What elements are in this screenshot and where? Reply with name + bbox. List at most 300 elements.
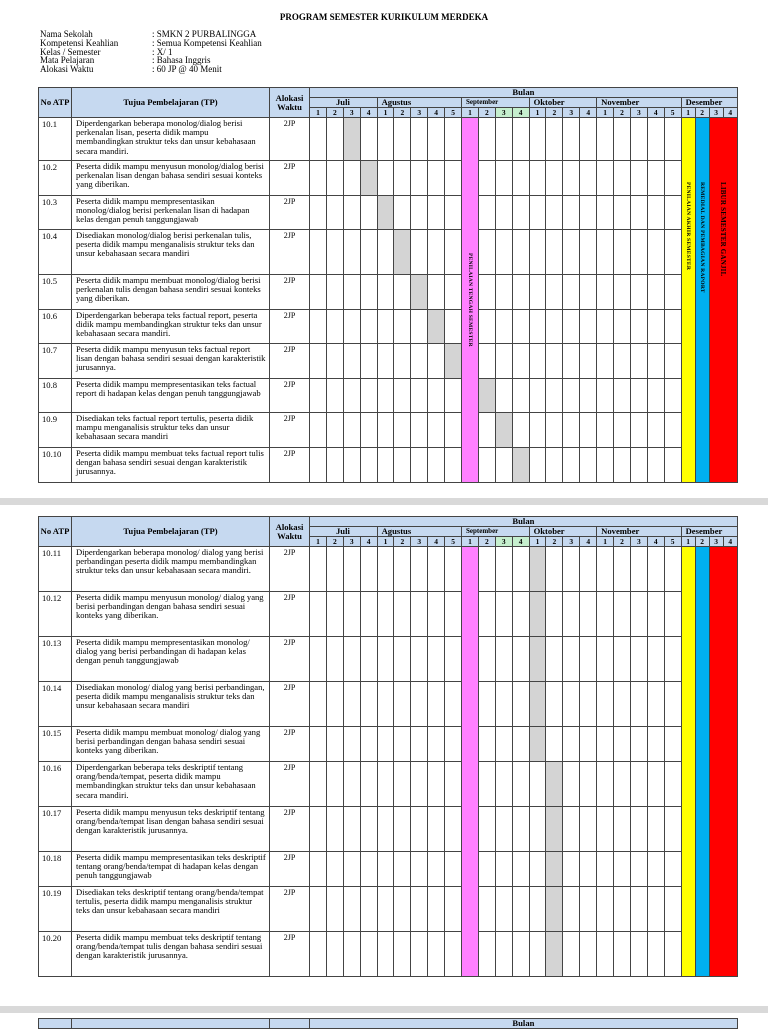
atp-number: 10.10 xyxy=(39,448,72,483)
week-cell xyxy=(428,682,445,727)
week-cell xyxy=(360,344,377,379)
week-cell xyxy=(597,310,614,344)
learning-objective: Peserta didik mampu membuat monolog/ dialog yang berisi perbandingan dengan bahasa sendiri sesuai konteks yang diberikan. xyxy=(72,727,270,762)
atp-number: 10.5 xyxy=(39,275,72,310)
week-cell xyxy=(326,448,343,483)
week-header: 4 xyxy=(647,108,664,118)
week-cell xyxy=(411,592,428,637)
week-cell xyxy=(310,592,327,637)
week-cell xyxy=(428,344,445,379)
week-cell xyxy=(478,310,495,344)
atp-number: 10.7 xyxy=(39,344,72,379)
week-cell xyxy=(529,275,546,310)
learning-objective: Disediakan monolog/ dialog yang berisi perbandingan, peserta didik mampu menganalisis struktur teks dan unsur kebahasaan secara mandiri xyxy=(72,682,270,727)
week-cell xyxy=(394,682,411,727)
atp-number: 10.20 xyxy=(39,932,72,977)
week-cell xyxy=(597,196,614,230)
document-title: PROGRAM SEMESTER KURIKULUM MERDEKA xyxy=(279,12,489,22)
month-header: Desember xyxy=(681,527,737,537)
week-cell xyxy=(428,852,445,887)
learning-objective: Peserta didik mampu menyusun teks deskriptif tentang orang/benda/tempat lisan dengan bahasa sendiri sesuai dengan karakteristik jurusannya. xyxy=(72,807,270,852)
time-allocation: 2JP xyxy=(270,196,310,230)
week-cell xyxy=(445,682,462,727)
week-cell xyxy=(664,413,681,448)
week-cell xyxy=(445,118,462,161)
week-cell xyxy=(580,161,597,196)
week-cell xyxy=(512,196,529,230)
week-header: 3 xyxy=(495,537,512,547)
week-cell xyxy=(428,275,445,310)
week-cell xyxy=(495,310,512,344)
week-cell xyxy=(580,762,597,807)
week-cell xyxy=(563,275,580,310)
week-cell xyxy=(394,762,411,807)
week-cell xyxy=(360,196,377,230)
week-cell xyxy=(546,547,563,592)
week-cell xyxy=(529,344,546,379)
week-cell xyxy=(580,196,597,230)
week-cell xyxy=(647,547,664,592)
time-allocation: 2JP xyxy=(270,727,310,762)
week-header: 4 xyxy=(723,537,737,547)
week-cell xyxy=(428,727,445,762)
libur-band xyxy=(709,118,737,483)
page-separator xyxy=(0,1006,768,1013)
week-cell xyxy=(630,161,647,196)
week-cell xyxy=(445,762,462,807)
week-cell xyxy=(377,275,394,310)
learning-objective: Disediakan monolog/dialog berisi perkenalan tulis, peserta didik mampu menganalisis struktur teks dan unsur kebahasaan secara mandiri xyxy=(72,230,270,275)
week-cell xyxy=(495,762,512,807)
remedial-band xyxy=(695,118,709,483)
week-cell xyxy=(428,379,445,413)
week-cell xyxy=(529,932,546,977)
week-cell xyxy=(310,807,327,852)
week-cell xyxy=(478,852,495,887)
week-cell xyxy=(630,275,647,310)
week-cell xyxy=(495,682,512,727)
week-cell xyxy=(614,379,631,413)
week-header: 4 xyxy=(723,108,737,118)
atp-number: 10.2 xyxy=(39,161,72,196)
week-cell xyxy=(326,727,343,762)
week-cell xyxy=(428,932,445,977)
week-cell xyxy=(630,807,647,852)
week-cell xyxy=(394,344,411,379)
week-cell xyxy=(478,637,495,682)
week-header: 2 xyxy=(614,537,631,547)
week-cell xyxy=(597,275,614,310)
week-cell xyxy=(630,196,647,230)
week-cell xyxy=(597,762,614,807)
week-cell xyxy=(664,344,681,379)
week-cell xyxy=(360,887,377,932)
week-cell xyxy=(478,413,495,448)
week-header: 3 xyxy=(709,108,723,118)
week-cell xyxy=(563,932,580,977)
week-cell xyxy=(495,807,512,852)
month-header: September xyxy=(462,98,530,108)
table-row xyxy=(39,230,738,275)
week-cell xyxy=(630,682,647,727)
week-cell xyxy=(664,161,681,196)
week-cell xyxy=(377,682,394,727)
week-cell xyxy=(478,762,495,807)
week-cell xyxy=(478,727,495,762)
pts-label: PENILAIAN TENGAH SEMESTER xyxy=(466,253,473,347)
atp-number: 10.8 xyxy=(39,379,72,413)
atp-number: 10.15 xyxy=(39,727,72,762)
week-cell xyxy=(428,887,445,932)
week-cell xyxy=(529,682,546,727)
week-cell xyxy=(445,413,462,448)
week-cell xyxy=(495,852,512,887)
week-cell xyxy=(377,762,394,807)
week-cell xyxy=(360,161,377,196)
week-header: 1 xyxy=(529,108,546,118)
week-cell xyxy=(546,807,563,852)
learning-objective: Peserta didik mampu menyusun monolog/ dialog yang berisi perbandingan dengan bahasa sendiri sesuai konteks yang diberikan. xyxy=(72,592,270,637)
week-cell xyxy=(580,118,597,161)
pts-band xyxy=(462,547,479,977)
week-cell xyxy=(512,310,529,344)
learning-objective: Peserta didik mampu membuat monolog/dialog berisi perkenalan tulis dengan bahasa sendiri sesuai konteks yang diberikan. xyxy=(72,275,270,310)
week-cell xyxy=(614,344,631,379)
week-cell xyxy=(495,727,512,762)
week-cell xyxy=(580,413,597,448)
week-cell xyxy=(580,344,597,379)
month-header: Agustus xyxy=(377,98,461,108)
week-cell xyxy=(546,592,563,637)
week-cell xyxy=(495,413,512,448)
header-alokasi-waktu: Alokasi Waktu xyxy=(270,517,310,547)
week-cell xyxy=(563,344,580,379)
week-cell xyxy=(597,448,614,483)
week-cell xyxy=(512,230,529,275)
week-cell xyxy=(630,448,647,483)
week-cell xyxy=(580,682,597,727)
week-cell xyxy=(512,448,529,483)
info-label: Nama Sekolah xyxy=(40,29,93,39)
week-cell xyxy=(478,161,495,196)
week-header: 3 xyxy=(563,108,580,118)
week-cell xyxy=(377,448,394,483)
week-cell xyxy=(529,379,546,413)
atp-number: 10.14 xyxy=(39,682,72,727)
header-bulan: Bulan xyxy=(310,1019,738,1029)
week-header: 2 xyxy=(695,537,709,547)
week-cell xyxy=(326,807,343,852)
week-cell xyxy=(664,637,681,682)
week-cell xyxy=(377,230,394,275)
week-cell xyxy=(630,230,647,275)
week-cell xyxy=(310,637,327,682)
week-cell xyxy=(580,310,597,344)
week-cell xyxy=(614,310,631,344)
table-row xyxy=(39,413,738,448)
week-cell xyxy=(495,344,512,379)
week-cell xyxy=(326,852,343,887)
week-cell xyxy=(394,887,411,932)
week-header: 2 xyxy=(546,537,563,547)
time-allocation: 2JP xyxy=(270,887,310,932)
week-cell xyxy=(411,547,428,592)
time-allocation: 2JP xyxy=(270,161,310,196)
learning-objective: Peserta didik mampu mempresentasikan monolog/dialog berisi perkenalan lisan di hadapan kelas dengan penuh tanggungjawab xyxy=(72,196,270,230)
week-cell xyxy=(478,887,495,932)
week-cell xyxy=(529,413,546,448)
week-cell xyxy=(529,807,546,852)
week-cell xyxy=(326,275,343,310)
week-cell xyxy=(411,275,428,310)
week-cell xyxy=(377,196,394,230)
week-cell xyxy=(411,118,428,161)
time-allocation: 2JP xyxy=(270,592,310,637)
week-cell xyxy=(563,196,580,230)
week-header: 4 xyxy=(360,537,377,547)
month-header: Oktober xyxy=(529,527,597,537)
week-cell xyxy=(411,379,428,413)
learning-objective: Peserta didik mampu mempresentasikan teks factual report di hadapan kelas dengan penuh tanggungjawab xyxy=(72,379,270,413)
week-cell xyxy=(428,118,445,161)
week-cell xyxy=(614,887,631,932)
week-cell xyxy=(580,592,597,637)
week-cell xyxy=(343,413,360,448)
info-label: Alokasi Waktu xyxy=(40,64,94,75)
week-header: 1 xyxy=(310,537,327,547)
time-allocation: 2JP xyxy=(270,310,310,344)
week-cell xyxy=(529,310,546,344)
table-row xyxy=(39,852,738,887)
week-cell xyxy=(411,887,428,932)
week-cell xyxy=(512,637,529,682)
week-cell xyxy=(647,310,664,344)
time-allocation: 2JP xyxy=(270,379,310,413)
week-header: 1 xyxy=(529,537,546,547)
table-row xyxy=(39,592,738,637)
week-header: 4 xyxy=(428,537,445,547)
week-cell xyxy=(614,275,631,310)
week-cell xyxy=(411,448,428,483)
table-row xyxy=(39,379,738,413)
week-cell xyxy=(343,887,360,932)
week-cell xyxy=(394,196,411,230)
header-no-atp: No ATP xyxy=(39,88,72,118)
week-cell xyxy=(360,413,377,448)
time-allocation: 2JP xyxy=(270,762,310,807)
week-cell xyxy=(360,762,377,807)
week-cell xyxy=(394,637,411,682)
week-header: 3 xyxy=(343,537,360,547)
week-cell xyxy=(512,118,529,161)
week-cell xyxy=(614,230,631,275)
week-cell xyxy=(614,807,631,852)
week-header: 1 xyxy=(462,537,479,547)
week-cell xyxy=(310,196,327,230)
week-cell xyxy=(512,275,529,310)
week-cell xyxy=(343,196,360,230)
week-header: 2 xyxy=(326,537,343,547)
week-cell xyxy=(630,344,647,379)
week-cell xyxy=(478,807,495,852)
week-cell xyxy=(343,932,360,977)
week-cell xyxy=(495,196,512,230)
atp-number: 10.16 xyxy=(39,762,72,807)
week-cell xyxy=(664,592,681,637)
week-header: 1 xyxy=(597,108,614,118)
week-cell xyxy=(647,762,664,807)
learning-objective: Peserta didik mampu menyusun teks factual report lisan dengan bahasa sendiri sesuai dengan karakteristik jurusannya. xyxy=(72,344,270,379)
week-cell xyxy=(597,932,614,977)
week-cell xyxy=(445,379,462,413)
table-row xyxy=(39,275,738,310)
week-cell xyxy=(360,852,377,887)
week-cell xyxy=(411,637,428,682)
week-cell xyxy=(326,161,343,196)
week-cell xyxy=(495,275,512,310)
week-cell xyxy=(597,344,614,379)
week-cell xyxy=(343,344,360,379)
week-header: 2 xyxy=(478,537,495,547)
week-cell xyxy=(360,275,377,310)
week-cell xyxy=(377,413,394,448)
week-cell xyxy=(580,852,597,887)
week-cell xyxy=(360,379,377,413)
week-cell xyxy=(647,932,664,977)
week-cell xyxy=(597,637,614,682)
week-cell xyxy=(445,852,462,887)
week-cell xyxy=(664,379,681,413)
learning-objective: Peserta didik mampu membuat teks deskriptif tentang orang/benda/tempat tulis dengan bahasa sendiri sesuai dengan karakteristik jurusannya. xyxy=(72,932,270,977)
header-tujuan-pembelajaran: Tujua Pembelajaran (TP) xyxy=(72,517,270,547)
week-cell xyxy=(343,161,360,196)
info-label: Kelas / Semester xyxy=(40,46,101,57)
week-cell xyxy=(512,762,529,807)
week-cell xyxy=(360,592,377,637)
week-cell xyxy=(310,762,327,807)
week-cell xyxy=(647,413,664,448)
week-cell xyxy=(614,762,631,807)
week-cell xyxy=(546,379,563,413)
week-cell xyxy=(664,196,681,230)
remedial-band xyxy=(695,547,709,977)
week-cell xyxy=(614,448,631,483)
week-cell xyxy=(580,637,597,682)
week-cell xyxy=(478,448,495,483)
week-cell xyxy=(428,196,445,230)
info-value: : X/ 1 xyxy=(152,46,173,57)
week-cell xyxy=(394,932,411,977)
week-cell xyxy=(411,413,428,448)
month-header: November xyxy=(597,527,681,537)
week-cell xyxy=(394,727,411,762)
week-cell xyxy=(394,807,411,852)
time-allocation: 2JP xyxy=(270,807,310,852)
week-cell xyxy=(529,887,546,932)
week-cell xyxy=(310,547,327,592)
week-cell xyxy=(546,762,563,807)
week-cell xyxy=(394,275,411,310)
week-cell xyxy=(428,807,445,852)
week-cell xyxy=(597,547,614,592)
week-cell xyxy=(529,196,546,230)
week-header: 1 xyxy=(681,108,695,118)
week-cell xyxy=(580,230,597,275)
week-cell xyxy=(360,547,377,592)
time-allocation: 2JP xyxy=(270,852,310,887)
week-cell xyxy=(310,379,327,413)
week-cell xyxy=(478,547,495,592)
week-cell xyxy=(630,727,647,762)
week-cell xyxy=(647,275,664,310)
week-cell xyxy=(411,344,428,379)
week-cell xyxy=(580,275,597,310)
pas-label: PENILAIAN AKHIR SEMESTER xyxy=(685,182,692,271)
week-cell xyxy=(445,547,462,592)
week-header: 4 xyxy=(580,108,597,118)
learning-objective: Disediakan teks deskriptif tentang orang/benda/tempat tertulis, peserta didik mampu menganalisis struktur teks dan unsur kebahasaan secara mandiri xyxy=(72,887,270,932)
week-header: 3 xyxy=(630,108,647,118)
week-cell xyxy=(546,310,563,344)
week-cell xyxy=(563,310,580,344)
week-cell xyxy=(478,230,495,275)
week-cell xyxy=(377,727,394,762)
week-cell xyxy=(343,448,360,483)
week-cell xyxy=(647,592,664,637)
atp-number: 10.17 xyxy=(39,807,72,852)
week-cell xyxy=(664,932,681,977)
atp-number: 10.12 xyxy=(39,592,72,637)
week-header: 4 xyxy=(428,108,445,118)
week-cell xyxy=(664,887,681,932)
week-cell xyxy=(614,592,631,637)
week-cell xyxy=(377,379,394,413)
pas-band xyxy=(681,118,695,483)
week-cell xyxy=(411,196,428,230)
week-cell xyxy=(546,887,563,932)
week-cell xyxy=(563,762,580,807)
week-cell xyxy=(647,852,664,887)
month-header: Oktober xyxy=(529,98,597,108)
week-cell xyxy=(495,637,512,682)
week-cell xyxy=(664,310,681,344)
header-bulan: Bulan xyxy=(310,88,738,98)
atp-number: 10.19 xyxy=(39,887,72,932)
week-cell xyxy=(326,196,343,230)
week-header: 3 xyxy=(411,108,428,118)
week-cell xyxy=(428,762,445,807)
week-cell xyxy=(495,448,512,483)
week-cell xyxy=(630,637,647,682)
week-cell xyxy=(310,161,327,196)
week-header: 3 xyxy=(495,108,512,118)
week-cell xyxy=(563,547,580,592)
week-cell xyxy=(411,161,428,196)
week-cell xyxy=(360,310,377,344)
week-cell xyxy=(326,344,343,379)
week-cell xyxy=(614,413,631,448)
week-cell xyxy=(546,727,563,762)
week-cell xyxy=(664,682,681,727)
week-cell xyxy=(647,637,664,682)
week-cell xyxy=(377,932,394,977)
week-cell xyxy=(529,852,546,887)
week-cell xyxy=(563,637,580,682)
week-cell xyxy=(512,852,529,887)
week-cell xyxy=(597,682,614,727)
month-header: Juli xyxy=(310,98,378,108)
learning-objective: Peserta didik mampu membuat teks factual report tulis dengan bahasa sendiri sesuai dengan karakteristik jurusannya. xyxy=(72,448,270,483)
